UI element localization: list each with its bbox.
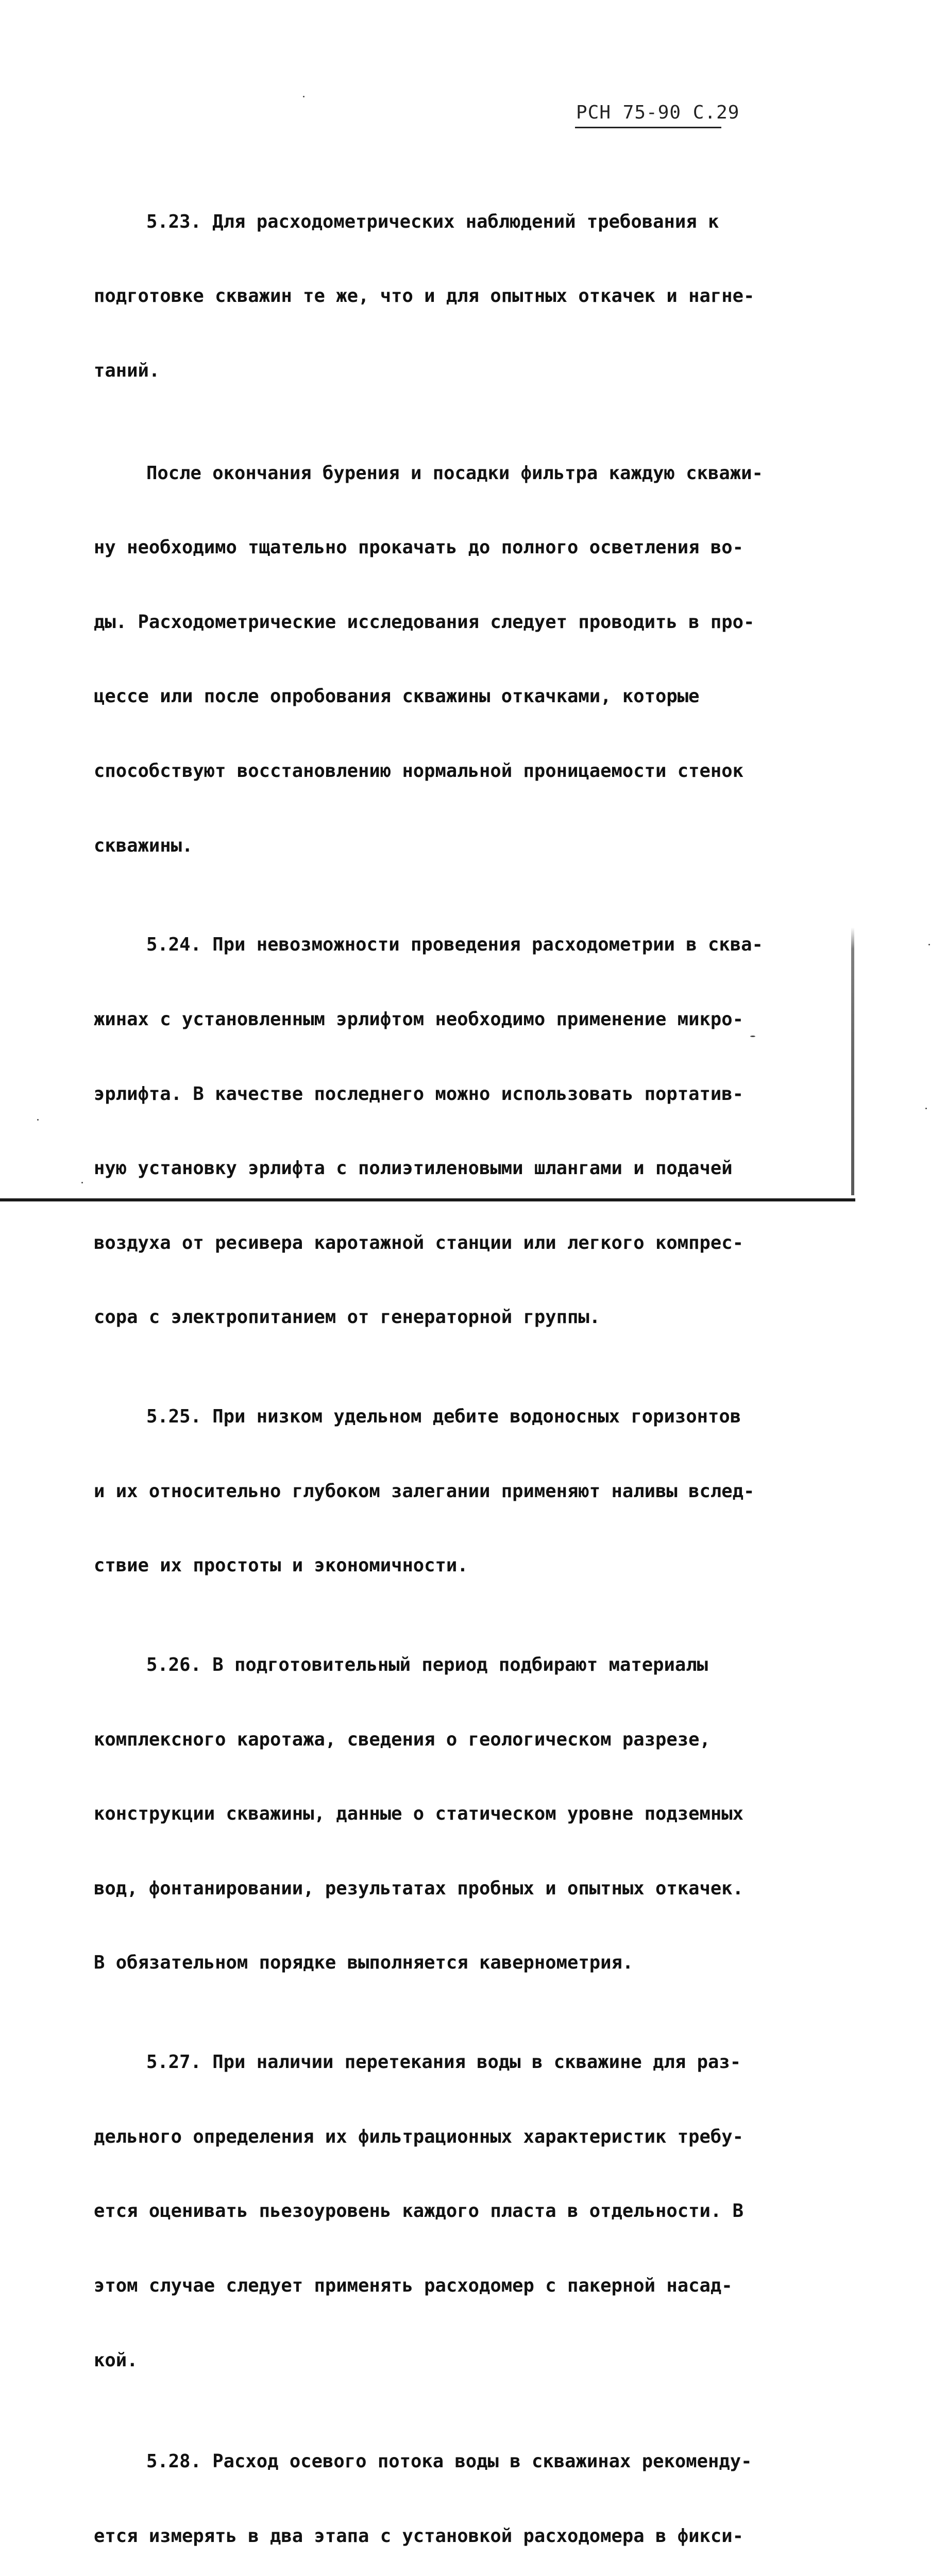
scan-speck (303, 96, 305, 97)
text-line: 5.23. Для расходометрических наблюдений требования к (146, 211, 719, 232)
text-line: 5.28. Расход осевого потока воды в скважинах рекоменду- (146, 2451, 752, 2472)
text-line: После окончания бурения и посадки фильтра каждую скважи- (146, 462, 763, 484)
scan-speck (925, 1108, 927, 1109)
text-line: 5.26. В подготовительный период подбирают материалы (146, 1654, 708, 1676)
text-line: В обязательном порядке выполняется кавернометрия. (94, 1952, 634, 1974)
text-line: подготовке скважин те же, что и для опытных откачек и нагне- (94, 285, 755, 307)
text-line: сора с электропитанием от генераторной группы. (94, 1307, 601, 1328)
scan-edge-bottom (0, 1198, 855, 1201)
scan-speck (81, 1182, 83, 1183)
text-line: кой. (94, 2349, 138, 2371)
text-line: цессе или после опробования скважины откачками, которые (94, 686, 700, 707)
text-line: жинах с установленным эрлифтом необходимо применение микро- (94, 1008, 743, 1030)
text-line: и их относительно глубоком залегании применяют наливы вслед- (94, 1480, 755, 1502)
text-line: способствуют восстановлению нормальной проницаемости стенок (94, 760, 743, 782)
scan-edge-right (851, 927, 854, 1195)
document-body (94, 135, 763, 2576)
text-line: ется измерять в два этапа с установкой расходомера в фикси- (94, 2526, 743, 2547)
text-line: воздуха от ресивера каротажной станции или легкого компрес- (94, 1232, 743, 1253)
scan-speck (37, 1119, 39, 1121)
text-line: дельного определения их фильтрационных характеристик требу- (94, 2126, 743, 2147)
text-line: скважины. (94, 835, 193, 856)
text-line: 5.25. При низком удельном дебите водоносных горизонтов (146, 1406, 741, 1428)
text-line: таний. (94, 360, 160, 381)
text-line: 5.27. При наличии перетекания воды в скважине для раз- (146, 2052, 741, 2073)
text-line: ную установку эрлифта с полиэтиленовыми шлангами и подачей (94, 1158, 733, 1179)
text-line: этом случае следует применять расходомер с пакерной насад- (94, 2275, 733, 2297)
text-line: вод, фонтанировании, результатах пробных и опытных откачек. (94, 1877, 743, 1899)
text-line: 5.24. При невозможности проведения расходометрии в сква- (146, 934, 763, 956)
text-line: ется оценивать пьезоуровень каждого пласта в отдельности. В (94, 2200, 743, 2222)
scan-speck (750, 1036, 755, 1037)
text-line: конструкции скважины, данные о статическом уровне подземных (94, 1803, 743, 1825)
text-line: ну необходимо тщательно прокачать до полного осветления во- (94, 537, 743, 558)
header-underline (575, 127, 721, 128)
text-line: ды. Расходометрические исследования следует проводить в про- (94, 611, 755, 633)
scan-speck (928, 944, 930, 945)
page-reference: РСН 75-90 С.29 (576, 102, 740, 123)
text-line: ствие их простоты и экономичности. (94, 1555, 468, 1577)
text-line: комплексного каротажа, сведения о геологическом разрезе, (94, 1728, 711, 1750)
text-line: эрлифта. В качестве последнего можно использовать портатив- (94, 1083, 743, 1105)
